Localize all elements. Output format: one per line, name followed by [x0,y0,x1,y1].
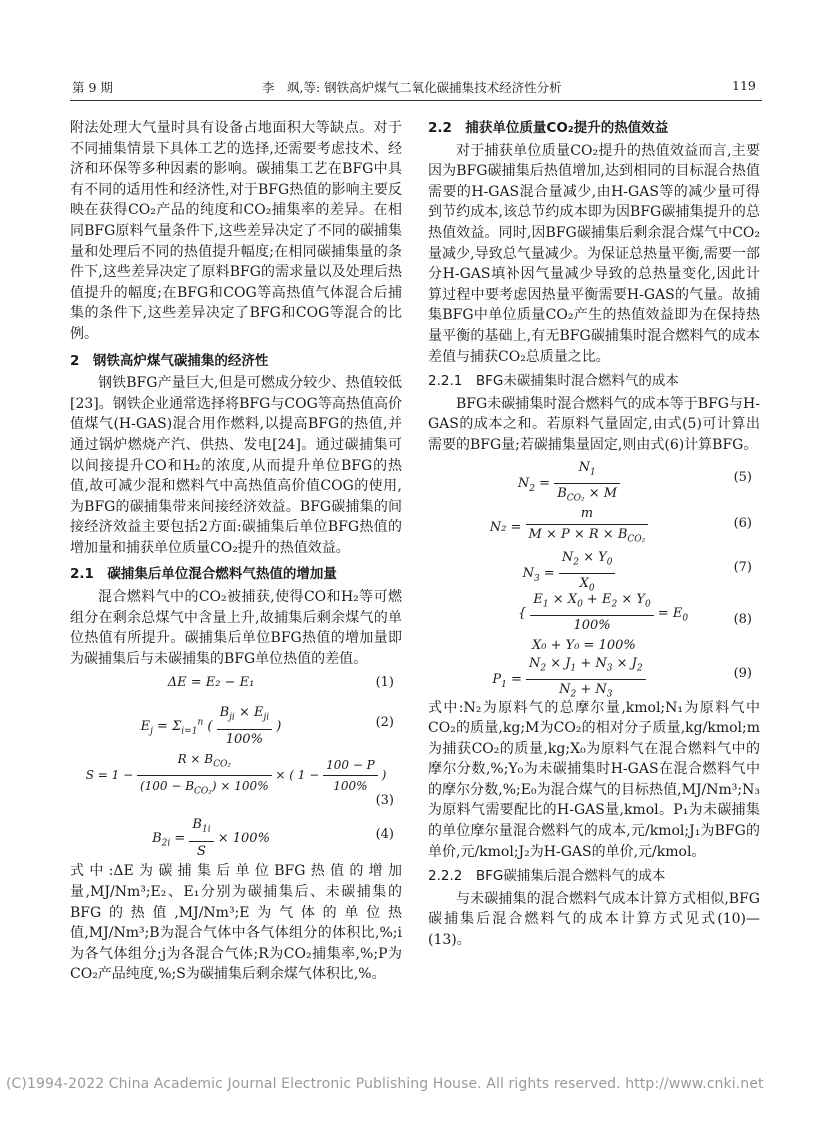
equation-3-number: (3) [375,793,394,809]
left-paragraph-1: 附法处理大气量时具有设备占地面积大等缺点。对于不同捕集情景下具体工艺的选择,还需要考虑技术、经济和环保等多种因素的影响。碳捕集工艺在BFG中具有不同的适用性和经济性,对于BFG热值的影响主要反映在获得CO₂产品的纯度和CO₂捕集率的差异。在相同BFG原料气量条件下,这些差异决定了不同的碳捕集量和处理后不同的热值提升幅度;在相同碳捕集量的条件下,这些差异决定了原料BFG的需求量以及处理后热值提升的幅度;在BFG和COG等高热值气体混合后捕集的条件下,这些差异决定了BFG和COG等混合的比例。 [70,120,402,342]
equation-1: ΔE = E₂ − E₁ (1) [167,675,394,691]
equation-7: $N_3$ = $\frac{N_2 \times Y_0}{X_0}$ (7) [522,549,752,594]
copyright-footer: (C)1994-2022 China Academic Journal Electronic Publishing House. All rights reserved. http://www.cnki.net [6,1076,764,1092]
right-paragraph-4: 与未碳捕集的混合燃料气成本计算方式相似,BFG碳捕集后混合燃料气的成本计算方式见式(10)—(13)。 [428,890,760,949]
left-paragraph-3: 混合燃料气中的CO₂被捕获,使得CO和H₂等可燃组分在剩余总煤气中含量上升,故捕集后剩余煤气的单位热值有所提升。碳捕集后单位BFG热值的增加量即为碳捕集后与未碳捕集的BFG单位热值的差值。 [70,589,402,667]
equation-2: $E_j = \Sigma_{i=1}^n$ ( $\frac{B_{ji} \times E_{ji}}{100\%}$ ) (2) [140,705,394,747]
equation-9: $P_1$ = $\frac{N_2 \times J_1 + N_3 \times J_2}{N_2 + N_3}$ (9) [492,655,752,700]
right-paragraph-2: BFG未碳捕集时混合燃料气的成本等于BFG与H-GAS的成本之和。若原料气量固定,由式(5)可计算出需要的BFG量;若碳捕集量固定,则由式(6)计算BFG。 [428,395,760,453]
left-paragraph-4: 式中:ΔE为碳捕集后单位BFG热值的增加量,MJ/Nm³;E₂、E₁分别为碳捕集后、未碳捕集的BFG的热值,MJ/Nm³;E为气体的单位热值,MJ/Nm³;B为混合气体中各气体组分的体积比,%;i为各气体组分;j为各混合气体;R为CO₂捕集率,%;P为CO₂产品纯度,%;S为碳捕集后剩余煤气体积比,%。 [70,863,402,983]
section-2-2-1-heading: 2.2.1 BFG未碳捕集时混合燃料气的成本 [428,373,679,390]
left-column [70,118,402,985]
right-paragraph-1: 对于捕获单位质量CO₂提升的热值效益而言,主要因为BFG碳捕集后热值增加,达到相同的目标混合热值需要的H-GAS混合量减少,由H-GAS等的减少量可得到节约成本,该总节约成本即为因BFG碳捕集提升的总热值效益。同时,因BFG碳捕集后剩余混合煤气中CO₂量减少,导致总气量减少。为保证总热量平衡,需要一部分H-GAS填补因气量减少导致的总热量变化,因此计算过程中要考虑因热量平衡需要H-GAS的气量。故捕集BFG中单位质量CO₂产生的热值效益即为在保持热量平衡的基础上,有无BFG碳捕集时混合燃料气的成本差值与捕获CO₂总质量之比。 [428,142,760,365]
left-paragraph-2: 钢铁BFG产量巨大,但是可燃成分较少、热值较低[23]。钢铁企业通常选择将BFG与COG等高热值高价值煤气(H-GAS)混合用作燃料,以提高BFG的热值,并通过锅炉燃烧产汽、供热、发电[24]。通过碳捕集可以间接提升CO和H₂的浓度,从而提升单位BFG的热值,故可减少混和燃料气中高热值高价值COG的使用,为BFG的碳捕集带来间接经济效益。BFG碳捕集的间接经济效益主要包括2方面:碳捕集后单位BFG热值的增加量和捕获单位质量CO₂提升的热值效益。 [70,375,402,556]
equation-6: N₂ = $\frac{m}{M \times P \times R \times B_{CO_2}}$ (6) [489,505,752,545]
journal-issue: 第 9 期 [72,80,113,95]
page-number: 119 [732,78,756,93]
section-2-2-heading: 2.2 捕获单位质量CO₂提升的热值效益 [428,120,669,136]
section-2-1-heading: 2.1 碳捕集后单位混合燃料气热值的增加量 [70,566,337,583]
right-column [428,118,760,951]
equation-4: $B_{2i}$ = $\frac{B_{1i}}{S}$ × 100% (4) [152,817,394,859]
running-title: 李 飒,等: 钢铁高炉煤气二氧化碳捕集技术经济性分析 [262,80,562,95]
equation-5: $N_2$ = $\frac{N_1}{B_{CO_2} \times M}$ (5) [517,459,752,504]
equation-8: { $\frac{E_1 \times X_0 + E_2 \times Y_0}{100\%}$ = $E_0$ X₀ + Y₀ = 100% (8) [518,591,752,654]
header-rule [70,100,762,101]
equation-3: S = 1 − $\frac{R \times B_{CO_2}}{(100 - B_{CO_2}) \times 100\%}$ × ( 1 − $\frac{100 - P}{100\%}$ ) [70,747,402,791]
section-2-heading: 2 钢铁高炉煤气碳捕集的经济性 [70,352,269,369]
section-2-2-2-heading: 2.2.2 BFG碳捕集后混合燃料气的成本 [428,868,666,885]
right-paragraph-3: 式中:N₂为原料气的总摩尔量,kmol;N₁为原料气中CO₂的质量,kg;M为CO₂的相对分子质量,kg/kmol;m为捕获CO₂的质量,kg;X₀为原料气在混合燃料气中的摩尔分数,%;Y₀为未碳捕集时H-GAS在混合燃料气中的摩尔分数,%;E₀为混合煤气的目标热值,MJ/Nm³;N₃为原料气需要配比的H-GAS量,kmol。P₁为未碳捕集的单位摩尔量混合燃料气的成本,元/kmol;J₁为BFG的单价,元/kmol;J₂为H-GAS的单价,元/kmol。 [428,699,760,860]
